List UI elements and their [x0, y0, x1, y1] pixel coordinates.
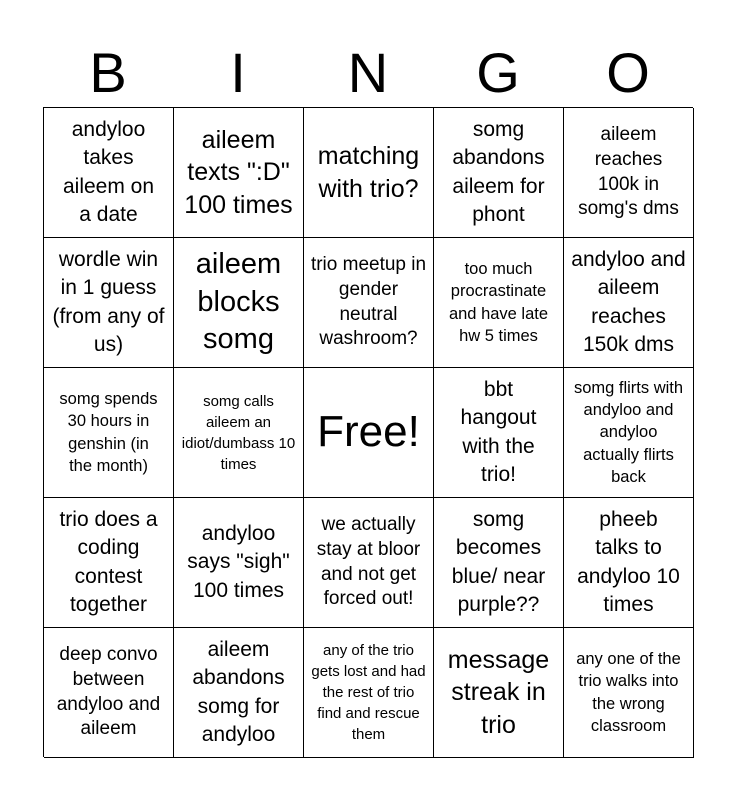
- bingo-cell[interactable]: [564, 108, 694, 238]
- bingo-cell[interactable]: [174, 628, 304, 758]
- bingo-cell[interactable]: [304, 108, 434, 238]
- cell-text: aileem texts ":D" 100 times: [184, 125, 293, 219]
- bingo-cell[interactable]: [564, 628, 694, 758]
- cell-text: trio meetup in gender neutral washroom?: [310, 254, 427, 350]
- bingo-cell[interactable]: [44, 628, 174, 758]
- cell-text: bbt hangout with the trio!: [460, 377, 537, 486]
- bingo-cell[interactable]: [304, 498, 434, 628]
- bingo-cell[interactable]: [174, 498, 304, 628]
- cell-text: deep convo between andyloo and aileem: [56, 644, 161, 740]
- cell-text: somg abandons aileem for phont: [452, 117, 545, 226]
- bingo-cell[interactable]: [174, 368, 304, 498]
- cell-text: andyloo and aileem reaches 150k dms: [571, 247, 686, 356]
- cell-text: we actually stay at bloor and not get forced out!: [316, 514, 421, 610]
- cell-text: wordle win in 1 guess (from any of us): [52, 247, 165, 356]
- cell-text: somg becomes blue/ near purple??: [451, 507, 546, 616]
- bingo-cell[interactable]: [304, 238, 434, 368]
- bingo-header: [43, 42, 693, 104]
- cell-text: somg spends 30 hours in genshin (in the month): [59, 389, 158, 475]
- header-letter-n: N: [347, 41, 389, 104]
- cell-text: somg flirts with andyloo and andyloo actually flirts back: [573, 378, 684, 486]
- header-letter-b: B: [89, 41, 127, 104]
- bingo-cell[interactable]: [44, 498, 174, 628]
- free-space[interactable]: [304, 368, 434, 498]
- cell-text: message streak in trio: [447, 645, 550, 739]
- bingo-cell[interactable]: [44, 238, 174, 368]
- bingo-card: [43, 107, 693, 757]
- bingo-cell[interactable]: [564, 368, 694, 498]
- header-letter-o: O: [606, 41, 650, 104]
- cell-text: andyloo takes aileem on a date: [62, 117, 155, 226]
- cell-text: trio does a coding contest together: [59, 507, 158, 616]
- cell-text: Free!: [317, 407, 420, 457]
- bingo-cell[interactable]: [434, 238, 564, 368]
- bingo-cell[interactable]: [564, 498, 694, 628]
- header-letter-g: G: [476, 41, 520, 104]
- cell-text: aileem abandons somg for andyloo: [192, 637, 285, 746]
- bingo-cell[interactable]: [44, 368, 174, 498]
- cell-text: aileem reaches 100k in somg's dms: [578, 124, 679, 220]
- cell-text: any one of the trio walks into the wrong classroom: [576, 649, 681, 735]
- cell-text: somg calls aileem an idiot/dumbass 10 times: [181, 392, 296, 473]
- cell-text: any of the trio gets lost and had the rest of trio find and rescue them: [311, 642, 426, 743]
- cell-text: matching with trio?: [317, 142, 420, 203]
- bingo-cell[interactable]: [304, 628, 434, 758]
- bingo-cell[interactable]: [434, 628, 564, 758]
- cell-text: too much procrastinate and have late hw 5 times: [448, 259, 549, 345]
- cell-text: pheeb talks to andyloo 10 times: [577, 507, 680, 616]
- bingo-cell[interactable]: [434, 108, 564, 238]
- bingo-cell[interactable]: [564, 238, 694, 368]
- bingo-cell[interactable]: [434, 368, 564, 498]
- cell-text: andyloo says "sigh" 100 times: [187, 521, 290, 602]
- bingo-cell[interactable]: [174, 108, 304, 238]
- header-letter-i: I: [230, 41, 246, 104]
- cell-text: aileem blocks somg: [195, 247, 282, 356]
- bingo-cell[interactable]: [174, 238, 304, 368]
- bingo-cell[interactable]: [44, 108, 174, 238]
- bingo-cell[interactable]: [434, 498, 564, 628]
